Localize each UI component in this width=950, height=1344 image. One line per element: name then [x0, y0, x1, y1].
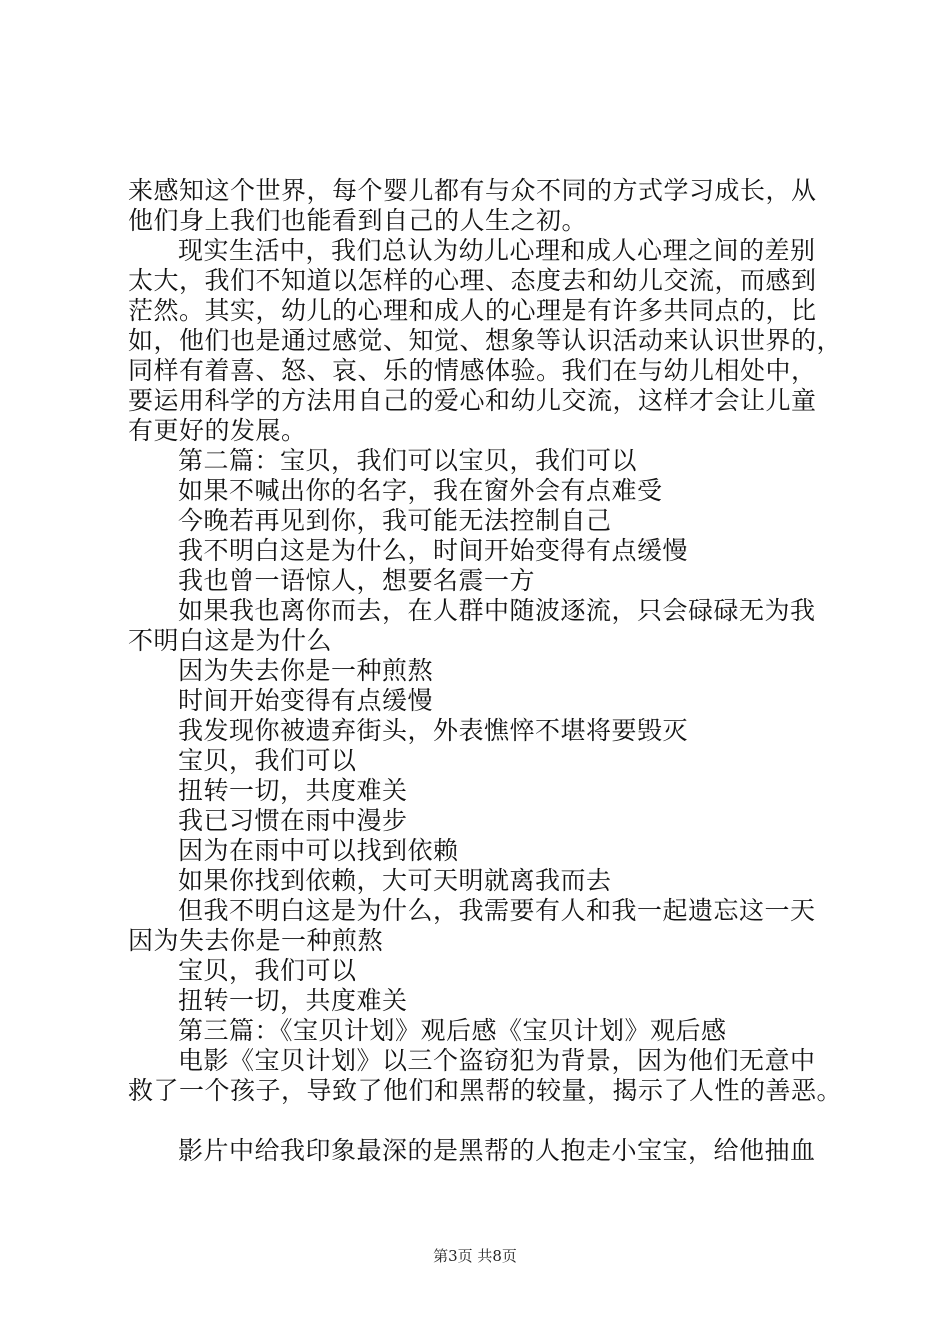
- lyric-line: 如果不喊出你的名字，我在窗外会有点难受: [178, 476, 663, 505]
- section-heading: 第二篇：宝贝，我们可以宝贝，我们可以: [178, 446, 638, 475]
- body-text-line: 电影《宝贝计划》以三个盗窃犯为背景，因为他们无意中: [178, 1046, 816, 1075]
- lyric-line: 但我不明白这是为什么，我需要有人和我一起遗忘这一天: [178, 896, 816, 925]
- lyric-line: 时间开始变得有点缓慢: [178, 686, 434, 715]
- body-text-line: 茫然。其实，幼儿的心理和成人的心理是有许多共同点的，比: [128, 296, 817, 325]
- body-text-line: 同样有着喜、怒、哀、乐的情感体验。我们在与幼儿相处中，: [128, 356, 817, 385]
- body-text-line: 如，他们也是通过感觉、知觉、想象等认识活动来认识世界的，: [128, 326, 843, 355]
- lyric-line: 因为失去你是一种煎熬: [178, 656, 434, 685]
- lyric-line: 因为失去你是一种煎熬: [128, 926, 384, 955]
- page-footer: 第3页 共8页: [433, 1247, 517, 1265]
- section-heading: 第三篇：《宝贝计划》观后感《宝贝计划》观后感: [178, 1016, 727, 1045]
- lyric-line: 宝贝，我们可以: [178, 956, 357, 985]
- lyric-line: 我已习惯在雨中漫步: [178, 806, 408, 835]
- lyric-line: 不明白这是为什么: [128, 626, 333, 655]
- lyric-line: 扭转一切，共度难关: [178, 986, 408, 1015]
- lyric-line: 我不明白这是为什么，时间开始变得有点缓慢: [178, 536, 689, 565]
- lyric-line: 扭转一切，共度难关: [178, 776, 408, 805]
- lyric-line: 今晚若再见到你，我可能无法控制自己: [178, 506, 612, 535]
- lyric-line: 宝贝，我们可以: [178, 746, 357, 775]
- body-text-line: 有更好的发展。: [128, 416, 307, 445]
- lyric-line: 因为在雨中可以找到依赖: [178, 836, 459, 865]
- body-text-line: 救了一个孩子，导致了他们和黑帮的较量，揭示了人性的善恶。: [128, 1076, 843, 1105]
- lyric-line: 我也曾一语惊人，想要名震一方: [178, 566, 536, 595]
- body-text-line: 现实生活中，我们总认为幼儿心理和成人心理之间的差别: [178, 236, 816, 265]
- lyric-line: 如果你找到依赖，大可天明就离我而去: [178, 866, 612, 895]
- body-text-line: 他们身上我们也能看到自己的人生之初。: [128, 206, 588, 235]
- body-text-line: 来感知这个世界，每个婴儿都有与众不同的方式学习成长，从: [128, 176, 817, 205]
- body-text-line: 影片中给我印象最深的是黑帮的人抱走小宝宝，给他抽血: [178, 1136, 816, 1165]
- lyric-line: 我发现你被遗弃街头，外表憔悴不堪将要毁灭: [178, 716, 689, 745]
- body-text-line: 要运用科学的方法用自己的爱心和幼儿交流，这样才会让儿童: [128, 386, 817, 415]
- body-text-line: 太大，我们不知道以怎样的心理、态度去和幼儿交流，而感到: [128, 266, 817, 295]
- lyric-line: 如果我也离你而去，在人群中随波逐流，只会碌碌无为我: [178, 596, 816, 625]
